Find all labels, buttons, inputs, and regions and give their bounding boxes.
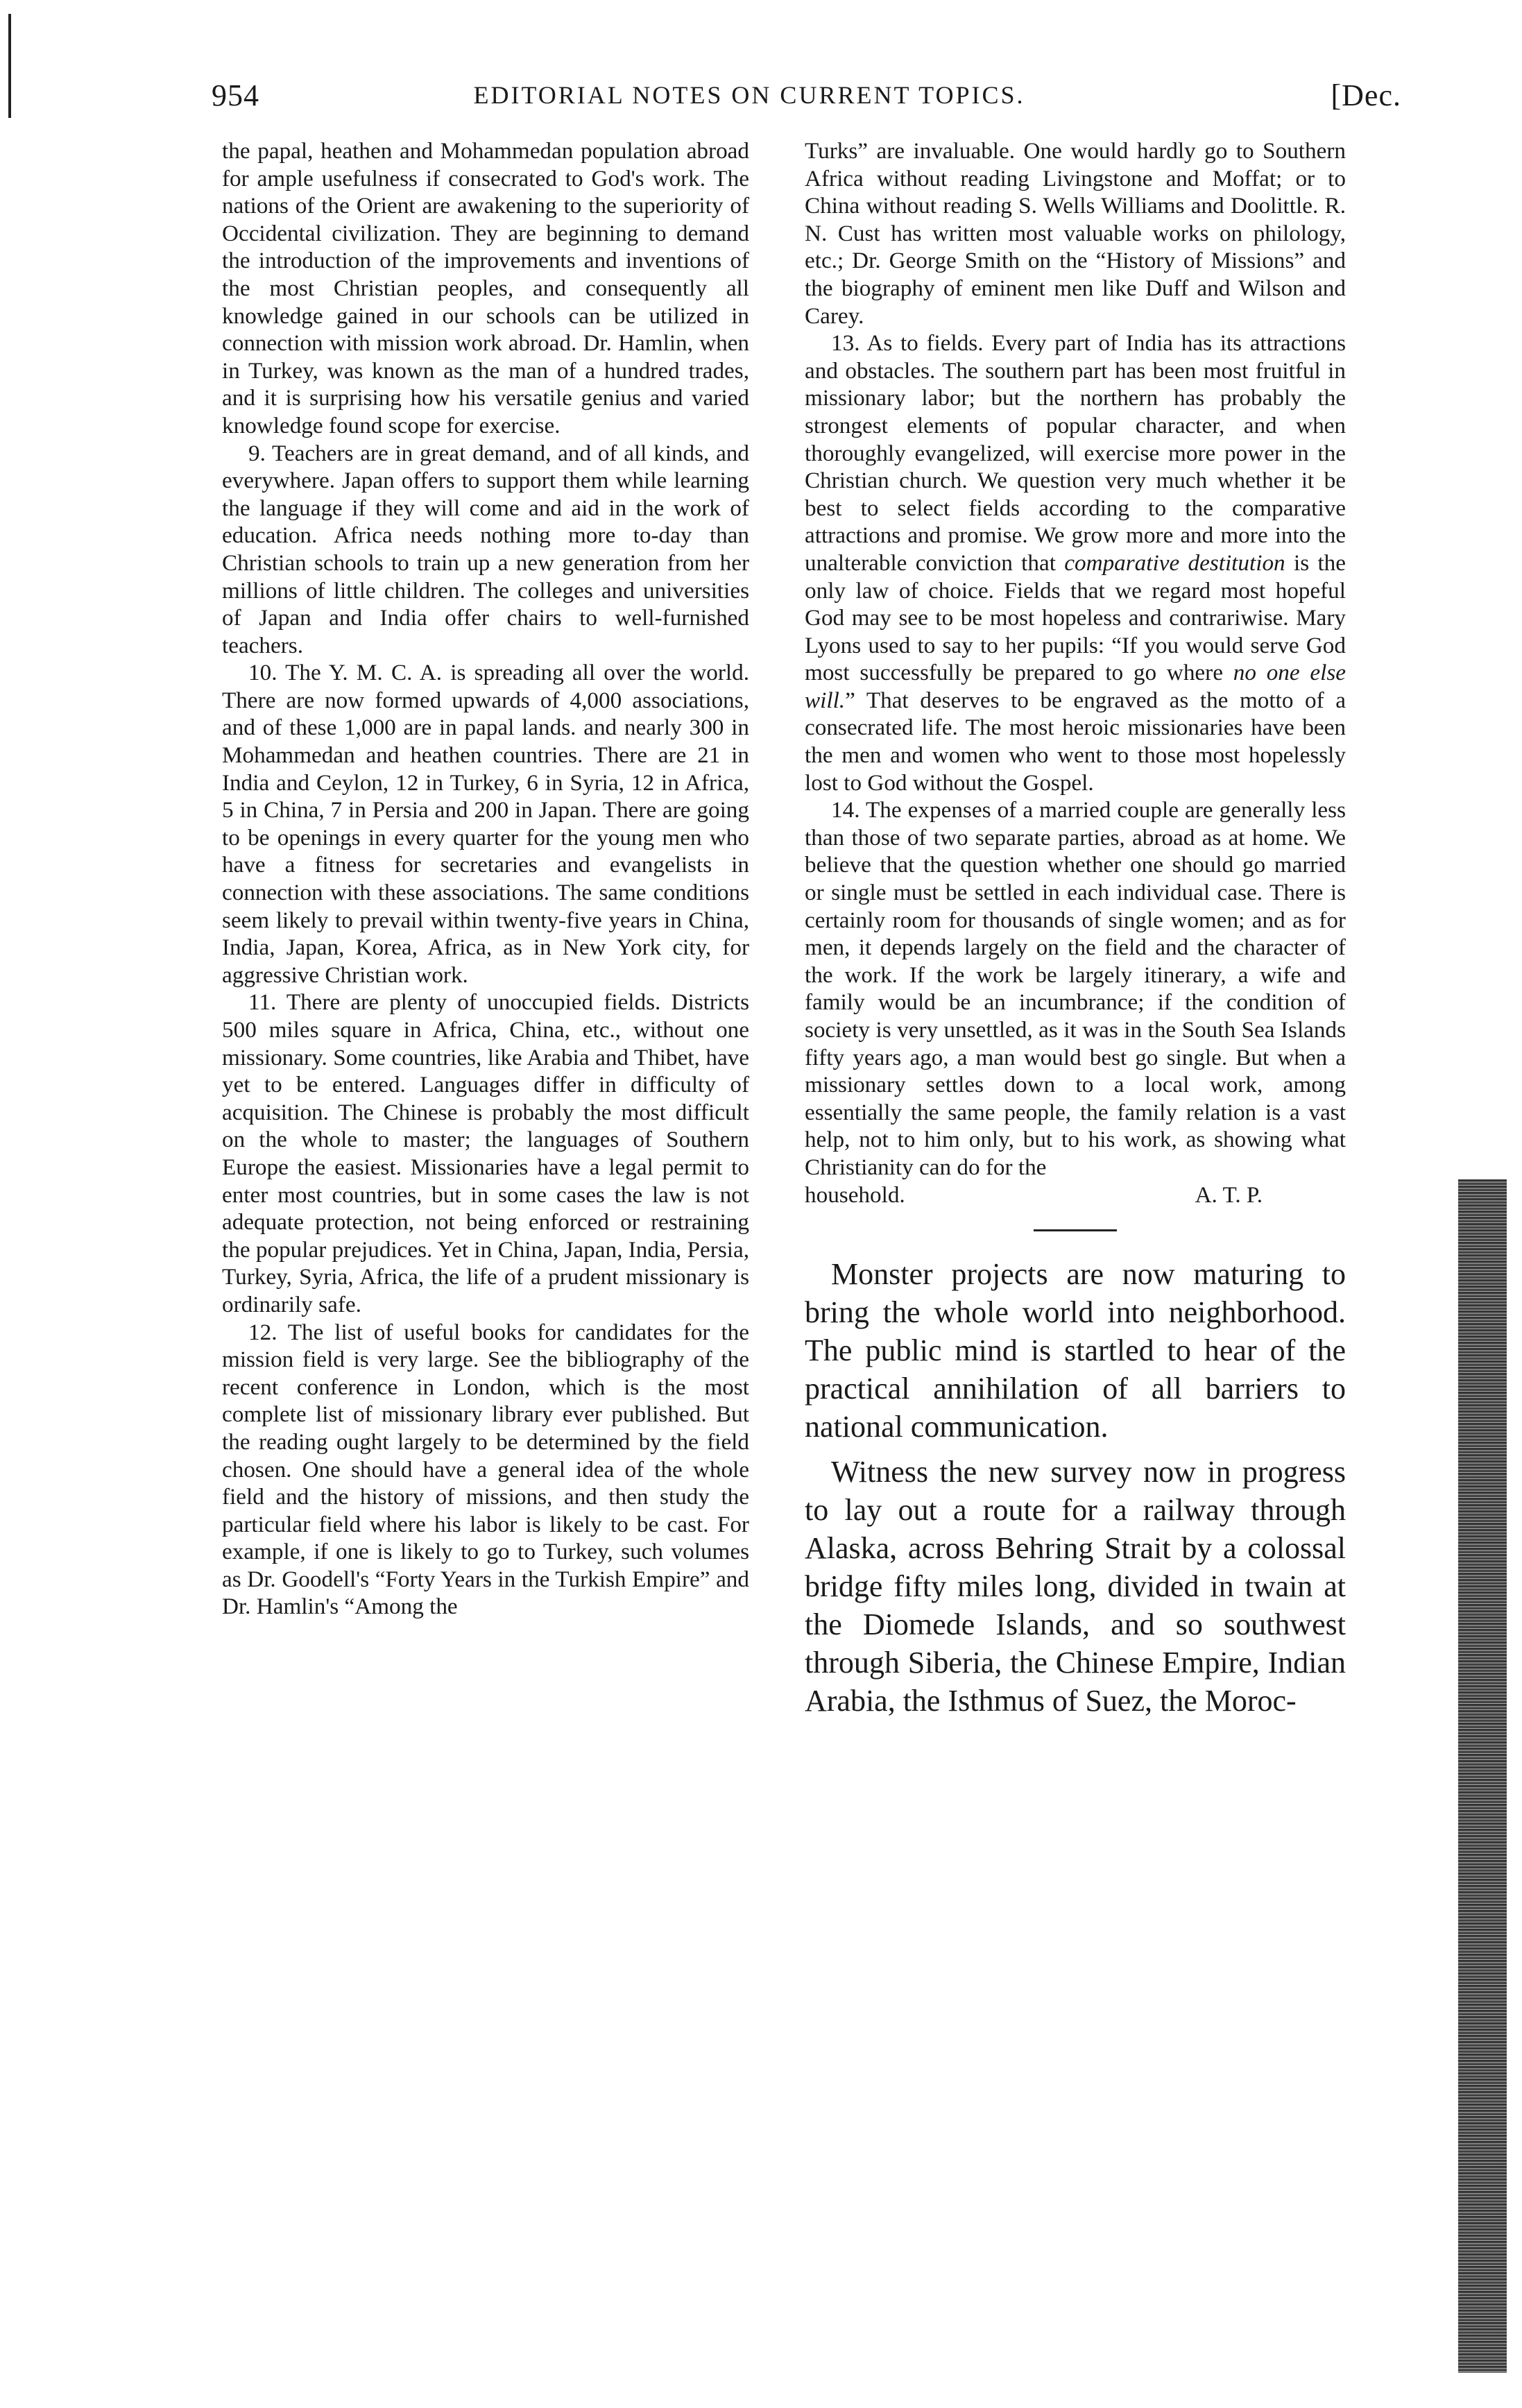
paragraph-11: 11. There are plenty of unoccupied fields. Districts 500 miles square in Africa, China, etc., without one missionary. Some countries, like Arabia and Thibet, have yet to be entered. Languages differ in difficulty of acquisition. The Chinese is probably the most difficult on the whole to master; the languages of Southern Europe the easiest. Missionaries have a legal permit to enter most countries, but in some cases the law is not adequate protection, not being enforced or restraining the popular prejudices. Yet in China, Japan, India, Persia, Turkey, Syria, Africa, the life of a prudent missionary is ordinarily safe. bbox=[222, 989, 749, 1317]
left-column bbox=[222, 137, 749, 1621]
paragraph-12: 12. The list of useful books for candidates for the mission field is very large. See the bibliography of the recent conference in London, which is the most complete list of missionary library ever published. But the reading ought largely to be determined by the field chosen. One should have a general idea of the whole field and the history of missions, and then study the particular field where his labor is likely to be cast. For example, if one is likely to go to Turkey, such volumes as Dr. Goodell's “Forty Years in the Turkish Empire” and Dr. Hamlin's “Among the bbox=[222, 1319, 749, 1620]
signature-line bbox=[805, 1181, 1346, 1209]
paragraph-13-text-a: 13. As to fields. Every part of India has its attractions and obstacles. The southern part has been most fruitful in missionary labor; but the northern has probably the strongest elements of popular character, and when thoroughly evangelized, will exercise more power in the Christian church. We question very much whether it be best to select fields according to the comparative attractions and promise. We grow more and more into the unalterable conviction that bbox=[805, 330, 1346, 576]
scan-edge-mark bbox=[8, 14, 11, 118]
emphasis-comparative-destitution: comparative destitution bbox=[1064, 549, 1285, 576]
page-header bbox=[55, 78, 1443, 119]
paragraph-12-continued: Turks” are invaluable. One would hardly go to Southern Africa without reading Livingstone and Moffat; or to China without reading S. Wells Williams and Doolittle. R. N. Cust has written most valuable works on philology, etc.; Dr. George Smith on the “History of Missions” and the biography of eminent men like Duff and Wilson and Carey. bbox=[805, 138, 1346, 329]
paragraph-13 bbox=[805, 330, 1346, 796]
author-signature: A. T. P. bbox=[1195, 1181, 1263, 1208]
running-head: EDITORIAL NOTES ON CURRENT TOPICS. bbox=[473, 81, 1025, 109]
large-paragraph-2: Witness the new survey now in progress to lay out a route for a railway through Alaska, across Behring Strait by a colossal bridge fifty miles long, divided in twain at the Diomede Islands, and so southwest through Siberia, the Chinese Empire, Indian Arabia, the Isthmus of Suez, the Moroc- bbox=[805, 1455, 1346, 1718]
page-number: 954 bbox=[212, 78, 259, 112]
large-paragraph-1: Monster projects are now maturing to bring the whole world into neighborhood. The public mind is startled to hear of the practical annihilation of all barriers to national communication. bbox=[805, 1257, 1346, 1444]
paragraph-10: 10. The Y. M. C. A. is spreading all over the world. There are now formed upwards of 4,000 associations, and of these 1,000 are in papal lands. and nearly 300 in Mohammedan and heathen countries. There are 21 in India and Ceylon, 12 in Turkey, 6 in Syria, 12 in Africa, 5 in China, 7 in Persia and 200 in Japan. There are going to be openings in every quarter for the young men who have a fitness for secretaries and evangelists in connection with these associations. The same conditions seem likely to prevail within twenty-five years in China, India, Japan, Korea, Africa, as in New York city, for aggressive Christian work. bbox=[222, 660, 749, 988]
paragraph-13-text-c: ” That deserves to be engraved as the motto of a consecrated life. The most heroic missionaries have been the men and women who went to those most hopelessly lost to God without the Gospel. bbox=[805, 687, 1346, 796]
section-divider bbox=[1034, 1229, 1117, 1231]
large-type-section bbox=[805, 1255, 1346, 1720]
emphasis-no-one-else: no one else will. bbox=[805, 660, 1346, 713]
paragraph-9: 9. Teachers are in great demand, and of all kinds, and everywhere. Japan offers to support them while learning the language if they will come and aid in the work of education. Africa needs nothing more to-day than Christian schools to train up a new generation from her millions of little children. The colleges and universities of Japan and India offer chairs to well-furnished teachers. bbox=[222, 440, 749, 658]
scan-margin-strip bbox=[1458, 1179, 1507, 2373]
paragraph-continued: the papal, heathen and Mohammedan population abroad for ample usefulness if consecrated to God's work. The nations of the Orient are awakening to the superiority of Occidental civilization. They are beginning to demand the introduction of the improvements and inventions of the most Christian peoples, and consequently all knowledge gained in our schools can be utilized in connection with mission work abroad. Dr. Hamlin, when in Turkey, was known as the man of a hundred trades, and it is surprising how his versatile genius and varied knowledge found scope for exercise. bbox=[222, 138, 749, 438]
issue-month: [Dec. bbox=[1331, 78, 1401, 112]
paragraph-14-end: household. bbox=[805, 1181, 905, 1208]
paragraph-13-text-b: is the only law of choice. Fields that we regard most hopeful God may see to be most hopeless and contrariwise. Mary Lyons used to say to her pupils: “If you would serve God most successfully be prepared to go where bbox=[805, 549, 1346, 686]
paragraph-14: 14. The expenses of a married couple are generally less than those of two separate parties, abroad as at home. We believe that the question whether one should go married or single must be settled in each individual case. There is certainly room for thousands of single women; and as for men, it depends largely on the field and the character of the work. If the work be largely itinerary, a wife and family would be an incumbrance; if the condition of society is very unsettled, as it was in the South Sea Islands fifty years ago, a man would best go single. But when a missionary settles down to a local work, among essentially the same people, the family relation is a vast help, not to him only, but to his work, as showing what Christianity can do for the bbox=[805, 797, 1346, 1180]
right-column bbox=[805, 137, 1346, 1720]
